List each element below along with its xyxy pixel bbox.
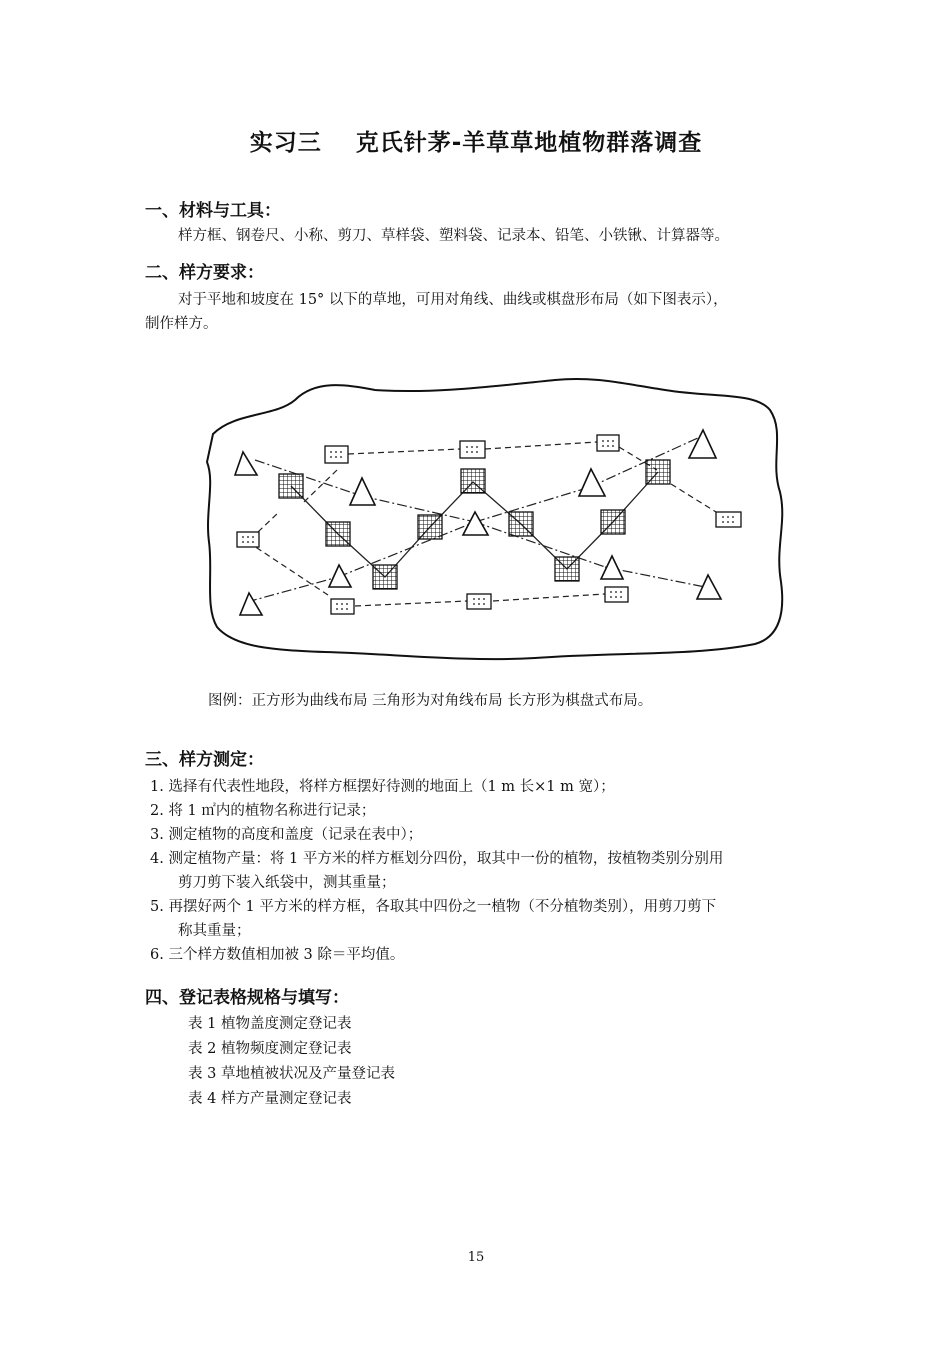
quadrat-layout-figure [195, 372, 795, 672]
list-item-continuation: 称其重量； [178, 923, 251, 939]
table-list-item: 表 3 草地植被状况及产量登记表 [188, 1066, 395, 1082]
section-heading-quadrat-requirements: 二、样方要求： [145, 263, 264, 283]
table-list-item: 表 2 植物频度测定登记表 [188, 1041, 352, 1057]
section-heading-record-tables: 四、登记表格规格与填写： [145, 988, 349, 1008]
list-item: 3. 测定植物的高度和盖度（记录在表中）； [150, 827, 423, 843]
list-item: 5. 再摆好两个 1 平方米的样方框，各取其中四份之一植物（不分植物类别），用剪刀剪下 [150, 899, 717, 915]
list-item: 1. 选择有代表性地段，将样方框摆好待测的地面上（1 m 长×1 m 宽）； [150, 779, 615, 795]
title-part-1: 实习三 [249, 130, 322, 156]
materials-text: 样方框、钢卷尺、小称、剪刀、草样袋、塑料袋、记录本、铅笔、小铁锹、计算器等。 [178, 228, 729, 244]
list-item: 2. 将 1 ㎡内的植物名称进行记录； [150, 803, 376, 819]
requirements-text-line1: 对于平地和坡度在 15° 以下的草地，可用对角线、曲线或棋盘形布局（如下图表示）， [178, 292, 728, 308]
record-tables-list [188, 1012, 395, 1112]
table-list-item: 表 4 样方产量测定登记表 [188, 1091, 352, 1107]
list-item-continuation: 剪刀剪下装入纸袋中，测其重量； [178, 875, 396, 891]
figure-caption: 图例：正方形为曲线布局 三角形为对角线布局 长方形为棋盘式布局。 [208, 693, 653, 709]
list-item: 6. 三个样方数值相加被 3 除＝平均值。 [150, 947, 405, 963]
page-number: 15 [467, 1250, 485, 1265]
field-boundary [207, 379, 782, 659]
requirements-text-line2: 制作样方。 [145, 316, 218, 332]
page-title [0, 124, 952, 157]
list-item: 4. 测定植物产量：将 1 平方米的样方框划分四份，取其中一份的植物，按植物类别分别用 [150, 851, 724, 867]
table-list-item: 表 1 植物盖度测定登记表 [188, 1016, 352, 1032]
measurement-steps-list [150, 775, 723, 967]
section-heading-materials: 一、材料与工具： [145, 201, 281, 221]
section-heading-quadrat-measurement: 三、样方测定： [145, 750, 264, 770]
title-part-2: 克氏针茅-羊草草地植物群落调查 [355, 130, 703, 156]
